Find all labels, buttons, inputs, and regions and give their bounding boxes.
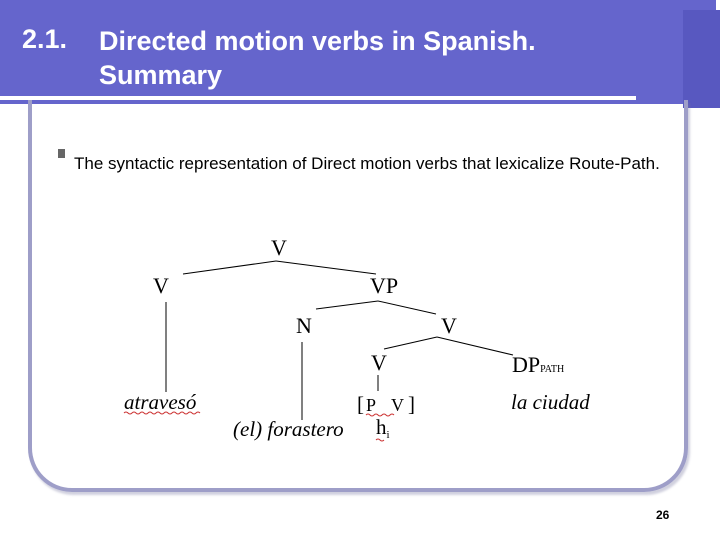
slide-title: Directed motion verbs in Spanish. Summary bbox=[99, 26, 536, 90]
leaf-bracket-open: [ bbox=[357, 392, 364, 416]
leaf-atraveso: atravesó bbox=[124, 390, 197, 414]
bullet-text: The syntactic representation of Direct motion verbs that lexicalize Route-Path. bbox=[74, 154, 660, 173]
leaf-h-subscript: i bbox=[386, 429, 390, 441]
node-n: N bbox=[296, 313, 312, 338]
branch-v-dp bbox=[437, 337, 513, 355]
leaf-bracket-close: ] bbox=[408, 392, 415, 416]
branch-root-left bbox=[183, 261, 276, 274]
node-v-mid: V bbox=[441, 313, 457, 338]
node-dp-subscript: PATH bbox=[540, 364, 565, 375]
leaf-v: V bbox=[391, 395, 404, 415]
branch-vp-n bbox=[316, 301, 378, 309]
page-number: 26 bbox=[656, 508, 670, 522]
node-v-left: V bbox=[153, 273, 169, 298]
squiggle-h bbox=[376, 439, 384, 441]
leaf-la-ciudad: la ciudad bbox=[511, 390, 590, 414]
leaf-h: hi bbox=[376, 415, 390, 441]
node-dp: DPPATH bbox=[512, 352, 565, 377]
tree-branches bbox=[166, 261, 513, 420]
node-root-v: V bbox=[271, 235, 287, 260]
leaf-p: P bbox=[366, 395, 377, 415]
branch-vp-v bbox=[378, 301, 436, 314]
branch-root-right bbox=[276, 261, 376, 274]
node-vp: VP bbox=[370, 273, 399, 298]
node-v-low: V bbox=[371, 350, 387, 375]
section-number: 2.1. bbox=[22, 24, 68, 54]
leaf-el-forastero: (el) forastero bbox=[233, 417, 344, 441]
branch-v-vlow bbox=[384, 337, 437, 349]
